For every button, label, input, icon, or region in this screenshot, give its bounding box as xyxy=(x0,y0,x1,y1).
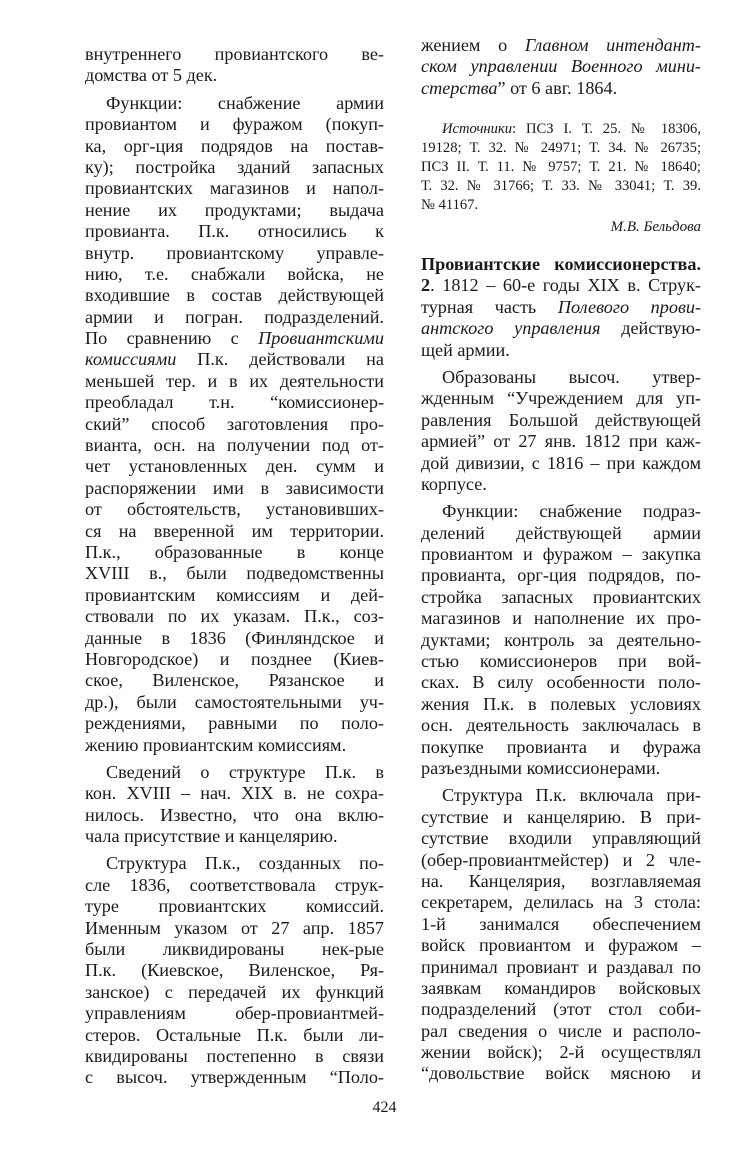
text-line xyxy=(85,44,384,65)
text-line xyxy=(421,453,701,474)
text-line xyxy=(421,120,701,139)
text-line xyxy=(85,392,384,413)
text-run: подразделений (этот стол соби- xyxy=(421,999,701,1020)
text-line xyxy=(421,177,701,196)
text-run: сле 1836, соответствовала струк- xyxy=(85,874,384,895)
text-run: данные в 1836 (Финляндское и xyxy=(85,627,384,648)
text-run: провианта. П.к. относились к xyxy=(85,221,384,242)
text-line xyxy=(85,585,384,606)
text-run: преобладал т.н. “комиссионер- xyxy=(85,392,384,413)
text-run: “довольствие войск мясною и xyxy=(421,1063,701,1084)
text-line xyxy=(421,196,701,215)
text-run: Именным указом от 27 апр. 1857 xyxy=(85,917,384,938)
text-run: чет установленных ден. сумм и xyxy=(85,456,384,477)
text-line xyxy=(421,544,701,565)
text-line xyxy=(85,960,384,981)
paragraph xyxy=(421,120,701,215)
text-line xyxy=(85,670,384,691)
text-run: ское, Виленское, Рязанское и xyxy=(85,670,384,691)
text-line xyxy=(421,1042,701,1063)
text-line xyxy=(85,1003,384,1024)
page-number: 424 xyxy=(372,1099,397,1116)
text-run: П.к. действовали на xyxy=(176,349,384,370)
text-line xyxy=(85,628,384,649)
text-line xyxy=(421,431,701,452)
text-line xyxy=(85,783,384,804)
text-run: стью комиссионеров при вой- xyxy=(421,651,701,672)
text-line xyxy=(85,65,384,86)
text-line xyxy=(85,414,384,435)
text-run: ся на вверенной им территории. xyxy=(85,520,384,541)
text-line xyxy=(85,371,384,392)
text-line xyxy=(85,853,384,874)
text-line xyxy=(85,1067,384,1088)
text-run: чала присутствие и канцелярию. xyxy=(85,826,338,847)
text-run: занское) с передачей их функций xyxy=(85,981,384,1002)
text-line xyxy=(85,478,384,499)
text-run: жения П.к. в полевых условиях xyxy=(421,693,701,714)
text-line xyxy=(85,499,384,520)
paragraph xyxy=(421,367,701,495)
italic-text: стерства xyxy=(421,77,498,98)
text-run: провианта, орг-ция подрядов, по- xyxy=(421,565,701,586)
text-run: от обстоятельств, установивших- xyxy=(85,499,384,520)
paragraph xyxy=(421,254,701,361)
text-line xyxy=(85,264,384,285)
text-line xyxy=(421,999,701,1020)
text-run: армией” от 27 янв. 1812 при каж- xyxy=(421,431,701,452)
text-line xyxy=(85,435,384,456)
text-run: 19128; Т. 32. № 24971; Т. 34. № 26735; xyxy=(421,140,701,156)
text-run: № 41167. xyxy=(421,197,479,213)
text-line xyxy=(85,939,384,960)
text-run: Новгородское) и позднее (Киев- xyxy=(85,648,384,669)
text-line xyxy=(85,735,384,756)
text-line xyxy=(421,501,701,522)
text-run: нилось. Известно, что она вклю- xyxy=(85,804,384,825)
text-run: армии и погран. подразделений. xyxy=(85,306,384,327)
text-line xyxy=(421,957,701,978)
text-line xyxy=(421,828,701,849)
text-run: домства от 5 дек. xyxy=(85,65,218,86)
text-run: сутствие входили управляющий xyxy=(421,828,701,849)
text-run: входившие в состав действующей xyxy=(85,285,384,306)
text-line xyxy=(421,474,701,495)
text-line xyxy=(85,805,384,826)
text-line xyxy=(85,114,384,135)
text-run: сутствие и канцелярию. В при- xyxy=(421,806,701,827)
text-line xyxy=(421,850,701,871)
text-line xyxy=(85,762,384,783)
text-line xyxy=(421,785,701,806)
text-line xyxy=(85,982,384,1003)
text-run: жению провиантским комиссиям. xyxy=(85,734,347,755)
text-line xyxy=(421,587,701,608)
text-line xyxy=(85,692,384,713)
paragraph xyxy=(85,762,384,848)
author-signature: М.В. Бельдова xyxy=(610,219,701,235)
text-run: нию, т.е. снабжали войска, не xyxy=(85,263,384,284)
italic-text: Главном интендант- xyxy=(524,35,701,55)
text-run: распоряжении ими в зависимости xyxy=(85,477,384,498)
text-line xyxy=(421,1021,701,1042)
text-run: войск провиантом и фуражом – xyxy=(421,935,701,956)
text-run: магазинов и наполнение их про- xyxy=(421,608,701,629)
text-line xyxy=(421,340,701,361)
paragraph xyxy=(421,35,701,99)
text-run: По сравнению с xyxy=(85,328,259,349)
text-line xyxy=(85,200,384,221)
text-line xyxy=(85,713,384,734)
text-run: жденным “Учреждением для уп- xyxy=(421,388,701,409)
text-line xyxy=(421,807,701,828)
text-line xyxy=(421,892,701,913)
sources-note xyxy=(421,120,701,221)
text-run: туре провиантских комиссий. xyxy=(85,896,384,917)
text-line xyxy=(85,649,384,670)
text-run: были ликвидированы нек-рые xyxy=(85,939,384,960)
text-run: : ПСЗ I. Т. 25. № 18306, xyxy=(512,121,701,137)
text-line xyxy=(421,158,701,177)
text-run: кон. XVIII – нач. XIX в. не сохра- xyxy=(85,783,384,804)
text-run: дой дивизии, с 1816 – при каждом xyxy=(421,452,701,473)
text-run: меньшей тер. и в их деятельности xyxy=(85,370,384,391)
text-line xyxy=(421,672,701,693)
italic-text: ском управлении Военного мини- xyxy=(421,56,701,77)
italic-text: Источники xyxy=(442,121,513,137)
article-provision-commissionerships xyxy=(421,254,701,1091)
text-line xyxy=(85,178,384,199)
text-run: ” от 6 авг. 1864. xyxy=(497,77,618,98)
text-line xyxy=(421,737,701,758)
text-line xyxy=(85,521,384,542)
text-run: делений действующей армии xyxy=(421,522,701,543)
text-line xyxy=(85,875,384,896)
text-line xyxy=(421,978,701,999)
text-run: (обер-провиантмейстер) и 2 чле- xyxy=(421,849,701,870)
paragraph xyxy=(421,785,701,1084)
text-run: жении войск); 2-й осуществлял xyxy=(421,1042,701,1063)
text-line xyxy=(85,563,384,584)
text-line xyxy=(421,758,701,779)
text-line xyxy=(421,318,701,339)
text-line xyxy=(85,93,384,114)
text-run: жением о xyxy=(421,35,525,55)
text-line xyxy=(421,78,701,99)
text-run: Структура П.к. включала при- xyxy=(442,785,701,806)
text-line xyxy=(85,456,384,477)
text-run: действую- xyxy=(600,318,701,339)
text-run: ку); постройка зданий запасных xyxy=(85,156,384,177)
text-line xyxy=(421,935,701,956)
text-line xyxy=(85,307,384,328)
text-run: XVIII в., были подведомственны xyxy=(85,563,384,584)
text-run: стройка запасных провиантских xyxy=(421,586,701,607)
text-line xyxy=(421,56,701,77)
text-run: провиантом и фуражом – закупка xyxy=(421,544,701,565)
text-line xyxy=(85,1025,384,1046)
text-line xyxy=(85,826,384,847)
text-line xyxy=(421,254,701,275)
paragraph xyxy=(85,853,384,1088)
text-run: принимал провиант и раздавал по xyxy=(421,956,701,977)
right-column-continuation xyxy=(421,35,701,105)
italic-text: комиссиями xyxy=(85,349,177,370)
text-run: разъездными комиссионерами. xyxy=(421,757,661,778)
italic-text: антского управления xyxy=(421,318,601,339)
text-line xyxy=(421,275,701,296)
text-line xyxy=(421,410,701,431)
text-run: П.к., образованные в конце xyxy=(85,541,384,562)
text-line xyxy=(421,388,701,409)
text-run: . 1812 – 60-е годы XIX в. Струк- xyxy=(430,275,701,296)
text-run: квидированы постепенно в связи xyxy=(85,1045,384,1066)
text-line xyxy=(421,35,701,56)
text-line xyxy=(85,328,384,349)
text-run: Образованы высоч. утвер- xyxy=(442,366,701,387)
text-run: Функции: снабжение армии xyxy=(106,92,384,113)
text-line xyxy=(421,608,701,629)
text-line xyxy=(85,1046,384,1067)
text-line xyxy=(85,243,384,264)
text-run: вианта, осн. на получении под от- xyxy=(85,435,384,456)
text-run: управлениям обер-провиантмей- xyxy=(85,1003,384,1024)
text-run: реждениями, равными по поло- xyxy=(85,713,384,734)
left-column xyxy=(85,44,384,1095)
text-run: ПСЗ II. Т. 11. № 9757; Т. 21. № 18640; xyxy=(421,159,701,175)
text-run: Структура П.к., созданных по- xyxy=(106,853,384,874)
text-run: Функции: снабжение подраз- xyxy=(442,501,701,522)
text-line xyxy=(421,139,701,158)
paragraph xyxy=(421,501,701,779)
text-run: П.к. (Киевское, Виленское, Ря- xyxy=(85,960,384,981)
text-run: секретарем, делилась на 3 стола: xyxy=(421,892,701,913)
text-run: дуктами; контроль за деятельно- xyxy=(421,629,701,650)
text-line xyxy=(421,297,701,318)
text-line xyxy=(421,694,701,715)
bold-text: 2 xyxy=(421,275,431,296)
italic-text: Провиантскими xyxy=(258,328,384,349)
text-run: осн. деятельность заключалась в xyxy=(421,715,701,736)
text-run: сках. В силу особенности поло- xyxy=(421,672,701,693)
text-run: нение их продуктами; выдача xyxy=(85,199,384,220)
text-run: внутреннего провиантского ве- xyxy=(85,44,384,64)
paragraph xyxy=(85,93,384,756)
text-line xyxy=(421,651,701,672)
text-run: провиантом и фуражом (покуп- xyxy=(85,114,384,135)
text-line xyxy=(421,523,701,544)
text-run: корпусе. xyxy=(421,473,487,494)
text-run: 1-й занимался обеспечением xyxy=(421,913,701,934)
text-run: провиантским комиссиям и дей- xyxy=(85,584,384,605)
text-run: на. Канцелярия, возглавляемая xyxy=(421,870,701,891)
text-run: с высоч. утвержденным “Поло- xyxy=(85,1067,384,1088)
text-run: ствовали по их указам. П.к., соз- xyxy=(85,606,384,627)
text-run: заявкам командиров войсковых xyxy=(421,977,701,998)
text-line xyxy=(85,542,384,563)
text-line xyxy=(421,565,701,586)
text-run: стеров. Остальные П.к. были ли- xyxy=(85,1024,384,1045)
text-run: ский” способ заготовления про- xyxy=(85,413,384,434)
text-line xyxy=(421,715,701,736)
text-run: щей армии. xyxy=(421,339,510,360)
text-line xyxy=(85,896,384,917)
text-line xyxy=(85,221,384,242)
text-line xyxy=(85,918,384,939)
text-run: Т. 32. № 31766; Т. 33. № 33041; Т. 39. xyxy=(421,178,701,194)
text-run: Сведений о структуре П.к. в xyxy=(106,761,384,782)
text-line xyxy=(85,349,384,370)
text-run: др.), были самостоятельными уч- xyxy=(85,691,384,712)
text-line xyxy=(421,630,701,651)
paragraph xyxy=(85,44,384,87)
text-line xyxy=(85,136,384,157)
text-run: равления Большой действующей xyxy=(421,409,701,430)
bold-text: Провиантские комиссионерства. xyxy=(421,254,701,274)
text-run: внутр. провиантскому управле- xyxy=(85,242,384,263)
italic-text: Полевого прови- xyxy=(557,296,702,317)
text-run: покупке провианта и фуража xyxy=(421,736,701,757)
text-run: ка, орг-ция подрядов на постав- xyxy=(85,135,384,156)
text-line xyxy=(421,1063,701,1084)
text-run: рал сведения о числе и располо- xyxy=(421,1020,701,1041)
text-line xyxy=(85,285,384,306)
text-line xyxy=(421,367,701,388)
text-run: провиантских магазинов и напол- xyxy=(85,178,384,199)
text-line xyxy=(85,157,384,178)
text-line xyxy=(421,914,701,935)
text-line xyxy=(421,871,701,892)
text-line xyxy=(85,606,384,627)
text-run: турная часть xyxy=(421,296,558,317)
